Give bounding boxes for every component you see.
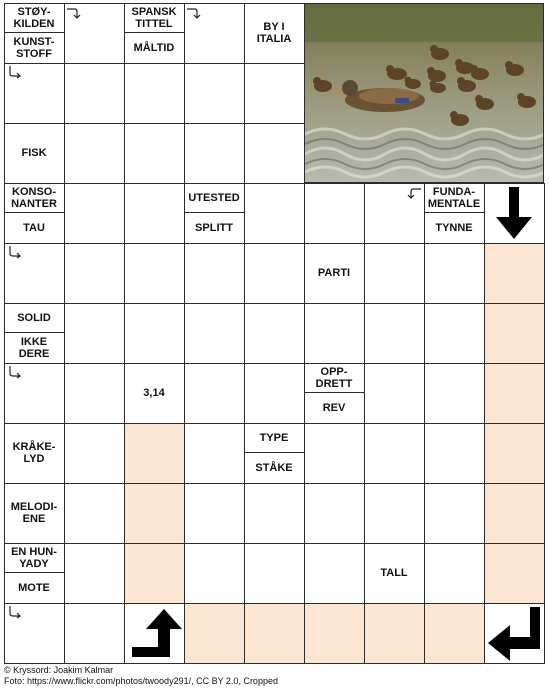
answer-cell[interactable] [244, 183, 305, 244]
curved-arrow-down-right-icon [7, 65, 23, 79]
answer-cell[interactable] [64, 483, 125, 544]
answer-cell[interactable] [244, 363, 305, 424]
answer-cell[interactable] [424, 303, 485, 364]
curved-arrow-right-down-icon [66, 6, 82, 20]
crossword-credit: © Kryssord: Joakim Kalmar [4, 665, 114, 675]
highlighted-answer-cell[interactable] [364, 603, 425, 664]
clue-utested: UTESTED [184, 183, 244, 213]
curved-arrow-down-right-icon [7, 605, 23, 619]
answer-cell[interactable] [124, 183, 185, 244]
answer-cell[interactable] [64, 123, 125, 184]
answer-cell[interactable] [64, 363, 125, 424]
curved-arrow-right-down-icon [186, 6, 202, 20]
clue-pi: 3,14 [143, 387, 165, 399]
answer-cell[interactable] [184, 123, 245, 184]
answer-cell[interactable] [244, 123, 305, 184]
highlighted-answer-cell[interactable] [124, 483, 185, 544]
answer-cell[interactable] [424, 363, 485, 424]
highlighted-answer-cell[interactable] [244, 603, 305, 664]
answer-cell[interactable] [64, 543, 125, 604]
ducks-on-water-photo [305, 4, 544, 183]
answer-cell[interactable] [64, 303, 125, 364]
answer-cell[interactable] [184, 423, 245, 484]
answer-cell[interactable] [124, 63, 185, 124]
photo-credit: Foto: https://www.flickr.com/photos/twoody291/, CC BY 2.0, Cropped [4, 676, 278, 686]
highlighted-answer-cell[interactable] [424, 603, 485, 664]
answer-cell[interactable] [184, 543, 245, 604]
answer-cell[interactable] [304, 423, 365, 484]
crossword-grid [4, 3, 544, 663]
clue-mote: MOTE [18, 582, 50, 594]
clue-stoykilden: STØY- KILDEN [4, 3, 64, 33]
clue-oppdrett: OPP- DRETT [304, 363, 364, 393]
highlighted-answer-cell[interactable] [484, 543, 545, 604]
answer-cell[interactable] [424, 423, 485, 484]
highlighted-answer-cell[interactable] [304, 603, 365, 664]
clue-tau: TAU [23, 222, 45, 234]
answer-cell[interactable] [424, 483, 485, 544]
clue-melodiene: MELODI- ENE [10, 501, 58, 525]
answer-cell[interactable] [244, 303, 305, 364]
curved-arrow-down-right-icon [7, 365, 23, 379]
clue-spansk-tittel: SPANSK TITTEL [124, 3, 184, 33]
answer-cell[interactable] [184, 483, 245, 544]
highlighted-answer-cell[interactable] [484, 303, 545, 364]
clue-stake: STÅKE [255, 462, 293, 474]
highlighted-answer-cell[interactable] [484, 483, 545, 544]
highlighted-answer-cell[interactable] [484, 423, 545, 484]
clue-maltid: MÅLTID [133, 42, 175, 54]
answer-cell[interactable] [304, 543, 365, 604]
curved-arrow-left-down-icon [406, 186, 422, 200]
answer-cell[interactable] [184, 63, 245, 124]
clue-ikke-dere: IKKE DERE [18, 336, 50, 360]
answer-cell[interactable] [64, 423, 125, 484]
clue-fisk: FISK [21, 147, 47, 159]
answer-cell[interactable] [64, 183, 125, 244]
answer-cell[interactable] [64, 603, 125, 664]
clue-kunststoff: KUNST- STOFF [13, 36, 55, 60]
curved-arrow-down-right-icon [7, 245, 23, 259]
answer-cell[interactable] [304, 483, 365, 544]
answer-cell[interactable] [364, 483, 425, 544]
highlighted-answer-cell[interactable] [484, 363, 545, 424]
clue-by-i-italia: BY I ITALIA [256, 21, 292, 45]
answer-cell[interactable] [364, 363, 425, 424]
highlighted-answer-cell[interactable] [124, 543, 185, 604]
answer-cell[interactable] [304, 303, 365, 364]
answer-cell[interactable] [184, 243, 245, 304]
highlighted-answer-cell[interactable] [184, 603, 245, 664]
answer-cell[interactable] [364, 243, 425, 304]
clue-tynne: TYNNE [435, 222, 473, 234]
answer-cell[interactable] [364, 423, 425, 484]
highlighted-answer-cell[interactable] [484, 243, 545, 304]
clue-krakelyd: KRÅKE- LYD [12, 441, 56, 465]
clue-en-hun-ady: EN HUN- YADY [4, 543, 64, 573]
answer-cell[interactable] [124, 303, 185, 364]
answer-cell[interactable] [244, 243, 305, 304]
answer-cell[interactable] [64, 243, 125, 304]
clue-splitt: SPLITT [195, 222, 233, 234]
footer [4, 665, 278, 687]
answer-cell[interactable] [184, 303, 245, 364]
highlighted-answer-cell[interactable] [124, 423, 185, 484]
big-arrow-down-icon [484, 183, 544, 243]
big-arrow-up-right-icon [124, 603, 184, 663]
clue-konsonanter: KONSO- NANTER [4, 183, 64, 213]
answer-cell[interactable] [244, 483, 305, 544]
clue-parti: PARTI [317, 267, 351, 279]
clue-fundamentale: FUNDA- MENTALE [424, 183, 484, 213]
ducks-photo [304, 3, 544, 183]
answer-cell[interactable] [64, 63, 125, 124]
answer-cell[interactable] [124, 243, 185, 304]
answer-cell[interactable] [244, 63, 305, 124]
clue-solid: SOLID [4, 303, 64, 333]
answer-cell[interactable] [424, 543, 485, 604]
clue-tall: TALL [380, 567, 408, 579]
clue-rev: REV [322, 402, 346, 414]
answer-cell[interactable] [124, 123, 185, 184]
answer-cell[interactable] [244, 543, 305, 604]
answer-cell[interactable] [304, 183, 365, 244]
answer-cell[interactable] [424, 243, 485, 304]
answer-cell[interactable] [364, 303, 425, 364]
answer-cell[interactable] [184, 363, 245, 424]
clue-type: TYPE [244, 423, 304, 453]
big-arrow-left-down-icon [484, 603, 544, 663]
